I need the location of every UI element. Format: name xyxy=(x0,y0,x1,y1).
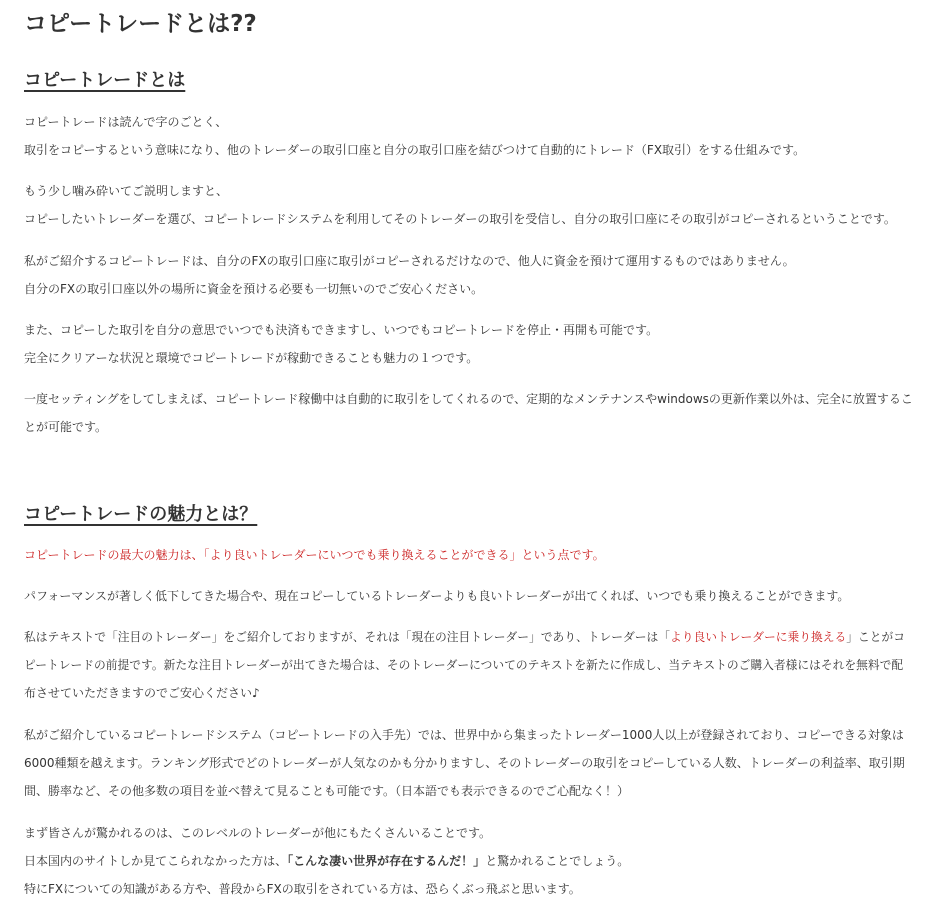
paragraph-featured-traders xyxy=(24,623,920,707)
paragraph-surprise xyxy=(24,819,920,903)
highlight-text: コピートレードの最大の魅力は、「より良いトレーダーにいつでも乗り換えることができる」という点です。 xyxy=(24,548,605,562)
paragraph-main-appeal xyxy=(24,541,920,569)
text-line: まず皆さんが驚かれるのは、このレベルのトレーダーが他にもたくさんいることです。 xyxy=(24,826,492,840)
text-line: 自分のFXの取引口座以外の場所に資金を預ける必要も一切無いのでご安心ください。 xyxy=(24,282,484,296)
paragraph-safety xyxy=(24,247,920,303)
text-fragment: 日本国内のサイトしか見てこられなかった方は、 xyxy=(24,854,288,868)
text-line: 特にFXについての知識がある方や、普段からFXの取引をされている方は、恐らくぶっ飛ぶと思います。 xyxy=(24,882,581,896)
text-line xyxy=(24,847,920,875)
paragraph-automation xyxy=(24,385,920,441)
text-line: 一度セッティングをしてしまえば、コピートレード稼働中は自動的に取引をしてくれるので、定期的なメンテナンスやwindowsの更新作業以外は、完全に放置するこ xyxy=(24,392,913,406)
text-line: パフォーマンスが著しく低下してきた場合や、現在コピーしているトレーダーよりも良いトレーダーが出てくれば、いつでも乗り換えることができます。 xyxy=(24,589,850,603)
text-line: コピートレードは読んで字のごとく、 xyxy=(24,115,228,129)
text-line: 私がご紹介するコピートレードは、自分のFXの取引口座に取引がコピーされるだけなので、他人に資金を預けて運用するものではありません。 xyxy=(24,254,795,268)
text-line: コピーしたいトレーダーを選び、コピートレードシステムを利用してそのトレーダーの取引を受信し、自分の取引口座にその取引がコピーされるということです。 xyxy=(24,212,896,226)
paragraph-switching xyxy=(24,582,920,610)
section-heading-copy-trade: コピートレードとは xyxy=(24,70,186,91)
text-line xyxy=(24,623,920,651)
text-line: もう少し噛み砕いてご説明しますと、 xyxy=(24,184,229,198)
text-line: ピートレードの前提です。新たな注目トレーダーが出てきた場合は、そのトレーダーについてのテキストを新たに作成し、当テキストのご購入者様にはそれを無料で配 xyxy=(24,658,904,672)
text-fragment: 」ことがコ xyxy=(846,630,906,644)
text-line: 完全にクリアーな状況と環境でコピートレードが稼動できることも魅力の１つです。 xyxy=(24,351,479,365)
text-line: 私がご紹介しているコピートレードシステム（コピートレードの入手先）では、世界中から集まったトレーダー1000人以上が登録されており、コピーできる対象は xyxy=(24,728,904,742)
text-line: とが可能です。 xyxy=(24,420,108,434)
page-title: コピートレードとは?? xyxy=(24,11,257,37)
section-heading-appeal: コピートレードの魅力とは？ xyxy=(24,504,258,525)
text-fragment: 私はテキストで「注目のトレーダー」をご紹介しておりますが、それは「現在の注目トレーダー」であり、トレーダーは「 xyxy=(24,630,671,644)
text-line: また、コピーした取引を自分の意思でいつでも決済もできますし、いつでもコピートレードを停止・再開も可能です。 xyxy=(24,323,659,337)
paragraph-explanation xyxy=(24,177,920,233)
text-fragment: と驚かれることでしょう。 xyxy=(485,854,630,868)
paragraph-intro xyxy=(24,108,920,164)
paragraph-control xyxy=(24,316,920,372)
bold-text: 「こんな凄い世界が存在するんだ！」 xyxy=(287,854,486,868)
highlight-text: より良いトレーダーに乗り換える xyxy=(670,630,847,644)
text-line: 布させていただきますのでご安心ください♪ xyxy=(24,686,260,700)
text-line: 取引をコピーするという意味になり、他のトレーダーの取引口座と自分の取引口座を結びつけて自動的にトレード（FX取引）をする仕組みです。 xyxy=(24,143,806,157)
text-line: 間、勝率など、その他多数の項目を並べ替えて見ることも可能です。（日本語でも表示できるのでご心配なく！） xyxy=(24,784,630,798)
text-line: 6000種類を越えます。ランキング形式でどのトレーダーが人気なのかも分かりますし、そのトレーダーの取引をコピーしている人数、トレーダーの利益率、取引期 xyxy=(24,756,905,770)
paragraph-system-details xyxy=(24,721,920,805)
